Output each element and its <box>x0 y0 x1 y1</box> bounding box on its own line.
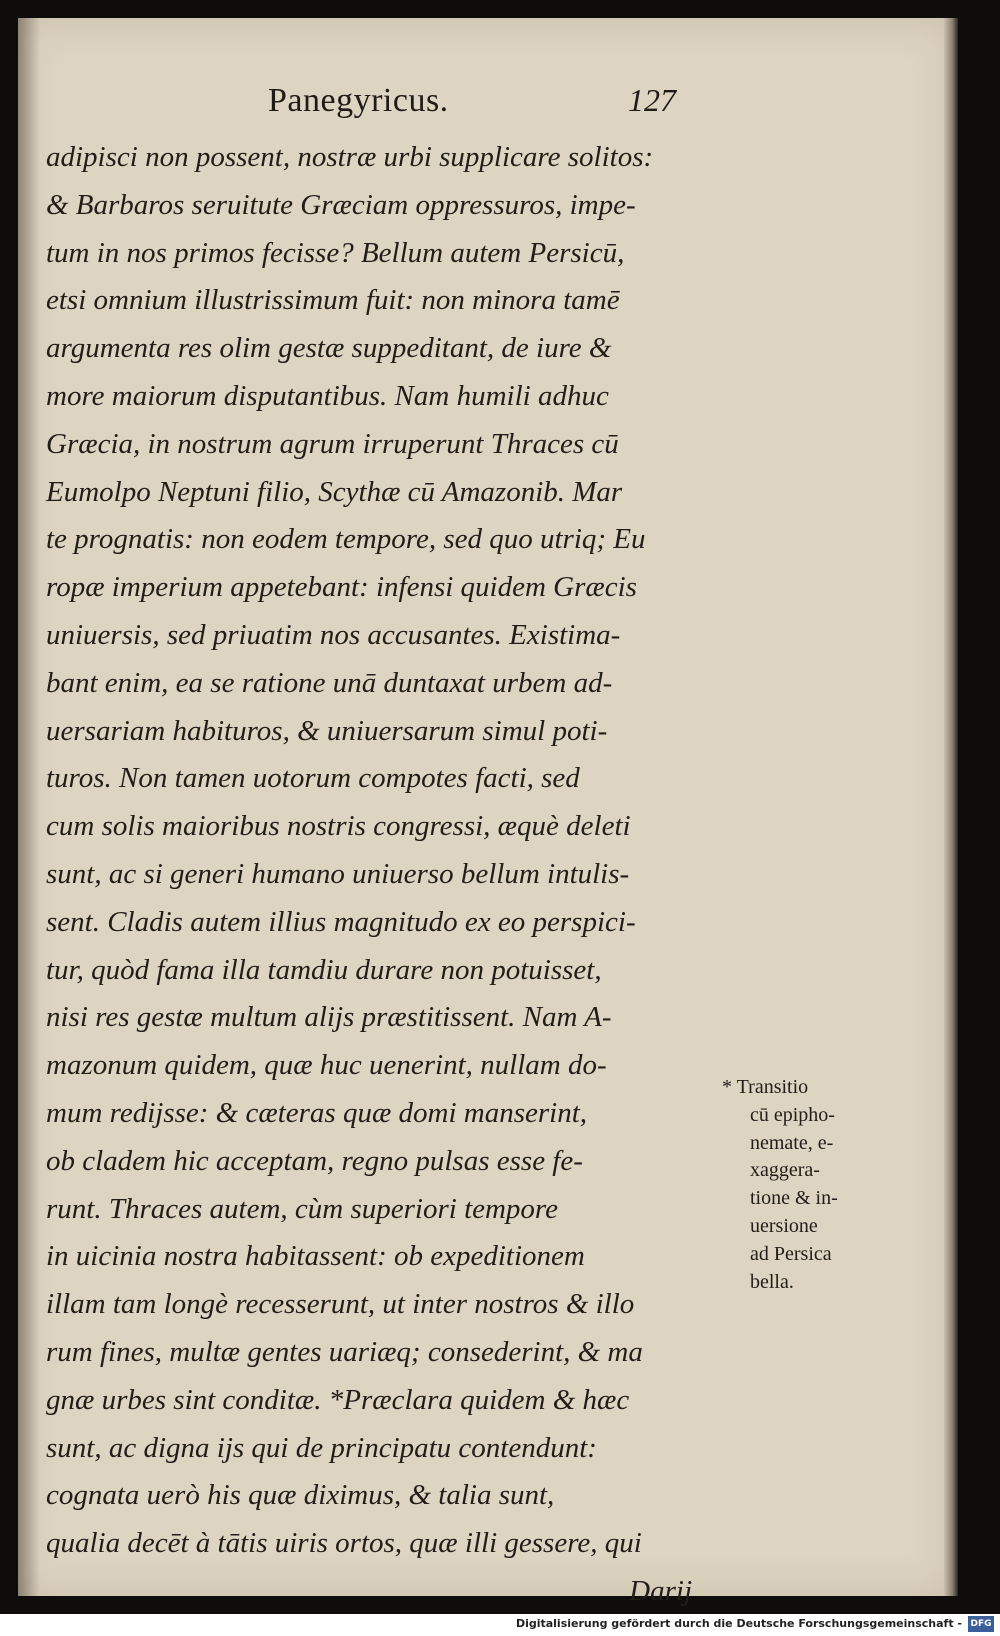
text-line: nisi res gestæ multum alijs præstitissent. Nam A- <box>46 1001 612 1034</box>
text-line: turos. Non tamen uotorum compotes facti, sed <box>46 762 580 795</box>
text-line: adipisci non possent, nostræ urbi supplicare solitos: <box>46 141 654 173</box>
text-line: Græcia, in nostrum agrum irruperunt Thraces cū <box>46 427 619 460</box>
text-line: cognata uerò his quæ diximus, & talia sunt, <box>46 1479 555 1512</box>
text-line: te prognatis: non eodem tempore, sed quo utriq; Eu <box>46 523 646 556</box>
text-line: tum in nos primos fecisse? Bellum autem Persicū, <box>46 236 625 269</box>
text-line: rum fines, multæ gentes uariæq; consederint, & ma <box>46 1335 643 1368</box>
text-line: runt. Thraces autem, cùm superiori tempore <box>46 1192 559 1225</box>
marginal-note-line: tione & in- <box>750 1187 838 1210</box>
marginal-note-line: nemate, e- <box>750 1131 834 1154</box>
page-number: 127 <box>628 82 676 118</box>
marginal-note-line: bella. <box>750 1270 794 1293</box>
body-text <box>46 134 706 1616</box>
text-line: in uicinia nostra habitassent: ob expeditionem <box>46 1240 585 1273</box>
text-line: tur, quòd fama illa tamdiu durare non potuisset, <box>46 953 602 986</box>
dfg-logo: DFG <box>968 1616 994 1632</box>
text-line: sent. Cladis autem illius magnitudo ex eo perspici- <box>46 905 636 938</box>
text-line: Darij <box>629 1574 692 1607</box>
marginal-note-line: cū epipho- <box>750 1103 835 1126</box>
text-line: more maiorum disputantibus. Nam humili adhuc <box>46 379 609 412</box>
marginal-note-line: ad Persica <box>750 1242 832 1265</box>
text-line: & Barbaros seruitute Græciam oppressuros, impe- <box>46 188 636 221</box>
marginal-note-line: xaggera- <box>750 1159 820 1182</box>
text-line: qualia decēt à tātis uiris ortos, quæ illi gessere, qui <box>46 1527 642 1560</box>
marginal-note-line: * Transitio <box>722 1076 809 1098</box>
text-line: uniuersis, sed priuatim nos accusantes. Existima- <box>46 618 621 651</box>
text-line: mazonum quidem, quæ huc uenerint, nullam do- <box>46 1049 607 1082</box>
running-title: Panegyricus. <box>268 82 449 119</box>
text-line: illam tam longè recesserunt, ut inter nostros & illo <box>46 1288 635 1321</box>
digitization-credit: Digitalisierung gefördert durch die Deutsche Forschungsgemeinschaft - <box>515 1617 962 1630</box>
text-line: bant enim, ea se ratione unā duntaxat urbem ad- <box>46 666 613 699</box>
text-line: etsi omnium illustrissimum fuit: non minora tamē <box>46 284 620 317</box>
text-line: argumenta res olim gestæ suppeditant, de iure & <box>46 332 612 365</box>
text-line: ropæ imperium appetebant: infensi quidem Græcis <box>46 571 637 604</box>
marginal-note-line: uersione <box>750 1214 818 1237</box>
text-line: sunt, ac si generi humano uniuerso bellum intulis- <box>46 857 630 890</box>
text-line: mum redijsse: & cæteras quæ domi manserint, <box>46 1096 588 1129</box>
gutter-shadow <box>18 18 40 1596</box>
text-line: sunt, ac digna ijs qui de principatu contendunt: <box>46 1431 597 1464</box>
page-edge <box>944 18 958 1596</box>
text-line: uersariam habituros, & uniuersarum simul poti- <box>46 714 608 747</box>
text-line: ob cladem hic acceptam, regno pulsas esse fe- <box>46 1144 583 1177</box>
marginal-note <box>722 1074 862 1296</box>
text-line: gnæ urbes sint conditæ. *Præclara quidem & hæc <box>46 1383 630 1416</box>
text-line: cum solis maioribus nostris congressi, æquè deleti <box>46 810 631 843</box>
text-line: Eumolpo Neptuni filio, Scythæ cū Amazonib. Mar <box>46 475 623 508</box>
